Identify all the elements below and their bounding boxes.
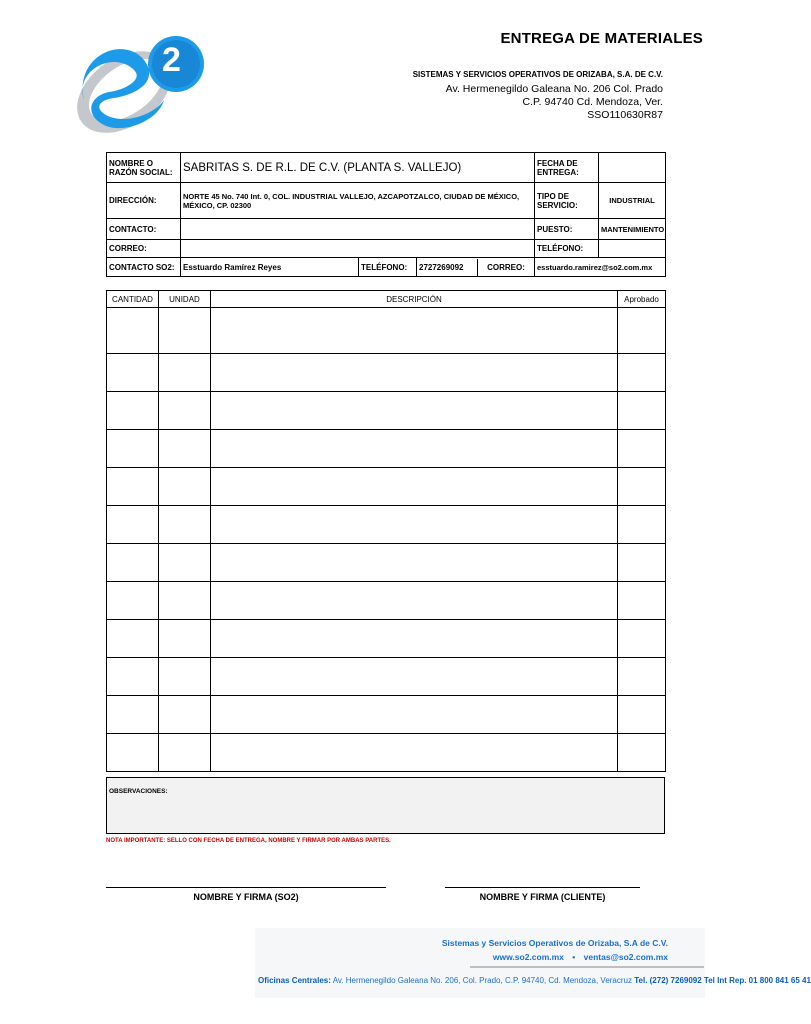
cantidad-cell[interactable] bbox=[107, 354, 159, 392]
item-row bbox=[107, 506, 666, 544]
company-address-line2: C.P. 94740 Cd. Mendoza, Ver. bbox=[522, 96, 663, 108]
item-row bbox=[107, 308, 666, 354]
aprobado-cell[interactable] bbox=[618, 506, 666, 544]
col-aprobado: Aprobado bbox=[618, 291, 666, 308]
descripcion-cell[interactable] bbox=[211, 734, 618, 772]
footer-phone: Tel. (272) 7269092 Tel Int Rep. 01 800 841 65 41 bbox=[634, 976, 811, 985]
fecha-label: FECHA DE ENTREGA: bbox=[535, 153, 599, 183]
signature-line-cliente bbox=[445, 887, 640, 888]
col-cantidad: CANTIDAD bbox=[107, 291, 159, 308]
footer-separator: • bbox=[572, 952, 576, 962]
cantidad-cell[interactable] bbox=[107, 734, 159, 772]
correo-value[interactable] bbox=[181, 240, 535, 258]
descripcion-cell[interactable] bbox=[211, 544, 618, 582]
telefono-label: TELÉFONO: bbox=[535, 240, 599, 258]
cantidad-cell[interactable] bbox=[107, 696, 159, 734]
items-table bbox=[106, 290, 666, 772]
unidad-cell[interactable] bbox=[159, 734, 211, 772]
cantidad-cell[interactable] bbox=[107, 506, 159, 544]
correo-label: CORREO: bbox=[107, 240, 181, 258]
footer-company: Sistemas y Servicios Operativos de Orizaba, S.A de C.V. bbox=[441, 938, 668, 948]
unidad-cell[interactable] bbox=[159, 658, 211, 696]
cantidad-cell[interactable] bbox=[107, 430, 159, 468]
client-info-table bbox=[106, 152, 666, 277]
footer-address-text: Av. Hermenegildo Galeana No. 206, Col. Prado, C.P. 94740, Cd. Mendoza, Veracruz bbox=[332, 976, 632, 985]
aprobado-cell[interactable] bbox=[618, 734, 666, 772]
signature-label-cliente: NOMBRE Y FIRMA (CLIENTE) bbox=[479, 892, 606, 902]
cantidad-cell[interactable] bbox=[107, 620, 159, 658]
puesto-label: PUESTO: bbox=[535, 219, 599, 240]
footer-contact bbox=[493, 952, 668, 962]
signature-label-so2: NOMBRE Y FIRMA (SO2) bbox=[193, 892, 299, 902]
descripcion-cell[interactable] bbox=[211, 308, 618, 354]
tipo-servicio-value: INDUSTRIAL bbox=[599, 183, 666, 219]
contacto-value[interactable] bbox=[181, 219, 535, 240]
document-title: ENTREGA DE MATERIALES bbox=[500, 30, 703, 47]
aprobado-cell[interactable] bbox=[618, 468, 666, 506]
descripcion-cell[interactable] bbox=[211, 354, 618, 392]
aprobado-cell[interactable] bbox=[618, 658, 666, 696]
cantidad-cell[interactable] bbox=[107, 582, 159, 620]
aprobado-cell[interactable] bbox=[618, 696, 666, 734]
item-row bbox=[107, 468, 666, 506]
aprobado-cell[interactable] bbox=[618, 620, 666, 658]
item-row bbox=[107, 696, 666, 734]
correo-so2-label: CORREO: bbox=[487, 262, 525, 272]
puesto-value: MANTENIMIENTO bbox=[599, 219, 666, 240]
item-row bbox=[107, 734, 666, 772]
cantidad-cell[interactable] bbox=[107, 658, 159, 696]
aprobado-cell[interactable] bbox=[618, 354, 666, 392]
descripcion-cell[interactable] bbox=[211, 582, 618, 620]
footer-address-label: Oficinas Centrales: bbox=[258, 976, 331, 985]
aprobado-cell[interactable] bbox=[618, 582, 666, 620]
footer-address bbox=[258, 976, 811, 985]
company-address-line1: Av. Hermenegildo Galeana No. 206 Col. Prado bbox=[445, 83, 663, 95]
aprobado-cell[interactable] bbox=[618, 544, 666, 582]
telefono-value[interactable] bbox=[599, 240, 666, 258]
signature-line-so2 bbox=[106, 887, 386, 888]
direccion-value: NORTE 45 No. 740 Int. 0, COL. INDUSTRIAL VALLEJO, AZCAPOTZALCO, CIUDAD DE MÉXICO, MÉXICO, CP. 02300 bbox=[181, 183, 535, 219]
unidad-cell[interactable] bbox=[159, 582, 211, 620]
telefono-so2-label: TELÉFONO: bbox=[359, 258, 417, 277]
cantidad-cell[interactable] bbox=[107, 392, 159, 430]
nombre-label: NOMBRE O RAZÓN SOCIAL: bbox=[107, 153, 181, 183]
footer-email[interactable]: ventas@so2.com.mx bbox=[583, 952, 668, 962]
fecha-value[interactable] bbox=[599, 153, 666, 183]
descripcion-cell[interactable] bbox=[211, 468, 618, 506]
nombre-value: SABRITAS S. DE R.L. DE C.V. (PLANTA S. VALLEJO) bbox=[181, 153, 535, 183]
footer-website[interactable]: www.so2.com.mx bbox=[492, 952, 564, 962]
unidad-cell[interactable] bbox=[159, 308, 211, 354]
item-row bbox=[107, 582, 666, 620]
item-row bbox=[107, 544, 666, 582]
col-unidad: UNIDAD bbox=[159, 291, 211, 308]
aprobado-cell[interactable] bbox=[618, 392, 666, 430]
important-note: NOTA IMPORTANTE: SELLO CON FECHA DE ENTREGA, NOMBRE Y FIRMAR POR AMBAS PARTES. bbox=[106, 838, 391, 844]
unidad-cell[interactable] bbox=[159, 506, 211, 544]
item-row bbox=[107, 620, 666, 658]
telefono-correo-cell bbox=[417, 258, 535, 277]
descripcion-cell[interactable] bbox=[211, 696, 618, 734]
contacto-so2-value: Esstuardo Ramírez Reyes bbox=[181, 258, 359, 277]
direccion-label: DIRECCIÓN: bbox=[107, 183, 181, 219]
so2-logo bbox=[64, 30, 214, 140]
unidad-cell[interactable] bbox=[159, 696, 211, 734]
contacto-so2-label: CONTACTO SO2: bbox=[107, 258, 181, 277]
descripcion-cell[interactable] bbox=[211, 392, 618, 430]
descripcion-cell[interactable] bbox=[211, 658, 618, 696]
footer-divider bbox=[470, 966, 704, 968]
logo-number: 2 bbox=[162, 41, 181, 79]
observaciones-label: OBSERVACIONES: bbox=[109, 788, 168, 795]
aprobado-cell[interactable] bbox=[618, 430, 666, 468]
telefono-so2-value: 2727269092 bbox=[417, 259, 478, 276]
aprobado-cell[interactable] bbox=[618, 308, 666, 354]
item-row bbox=[107, 430, 666, 468]
item-row bbox=[107, 354, 666, 392]
observaciones-box[interactable] bbox=[106, 777, 665, 834]
cantidad-cell[interactable] bbox=[107, 544, 159, 582]
unidad-cell[interactable] bbox=[159, 544, 211, 582]
unidad-cell[interactable] bbox=[159, 468, 211, 506]
unidad-cell[interactable] bbox=[159, 354, 211, 392]
unidad-cell[interactable] bbox=[159, 430, 211, 468]
col-descripcion: DESCRIPCIÓN bbox=[211, 291, 618, 308]
company-name: SISTEMAS Y SERVICIOS OPERATIVOS DE ORIZABA, S.A. DE C.V. bbox=[412, 70, 663, 79]
unidad-cell[interactable] bbox=[159, 392, 211, 430]
company-rfc: SSO110630R87 bbox=[587, 109, 663, 121]
unidad-cell[interactable] bbox=[159, 620, 211, 658]
descripcion-cell[interactable] bbox=[211, 620, 618, 658]
descripcion-cell[interactable] bbox=[211, 430, 618, 468]
descripcion-cell[interactable] bbox=[211, 506, 618, 544]
cantidad-cell[interactable] bbox=[107, 308, 159, 354]
item-row bbox=[107, 392, 666, 430]
correo-so2-value: esstuardo.ramirez@so2.com.mx bbox=[535, 258, 666, 277]
cantidad-cell[interactable] bbox=[107, 468, 159, 506]
contacto-label: CONTACTO: bbox=[107, 219, 181, 240]
tipo-servicio-label: TIPO DE SERVICIO: bbox=[535, 183, 599, 219]
item-row bbox=[107, 658, 666, 696]
